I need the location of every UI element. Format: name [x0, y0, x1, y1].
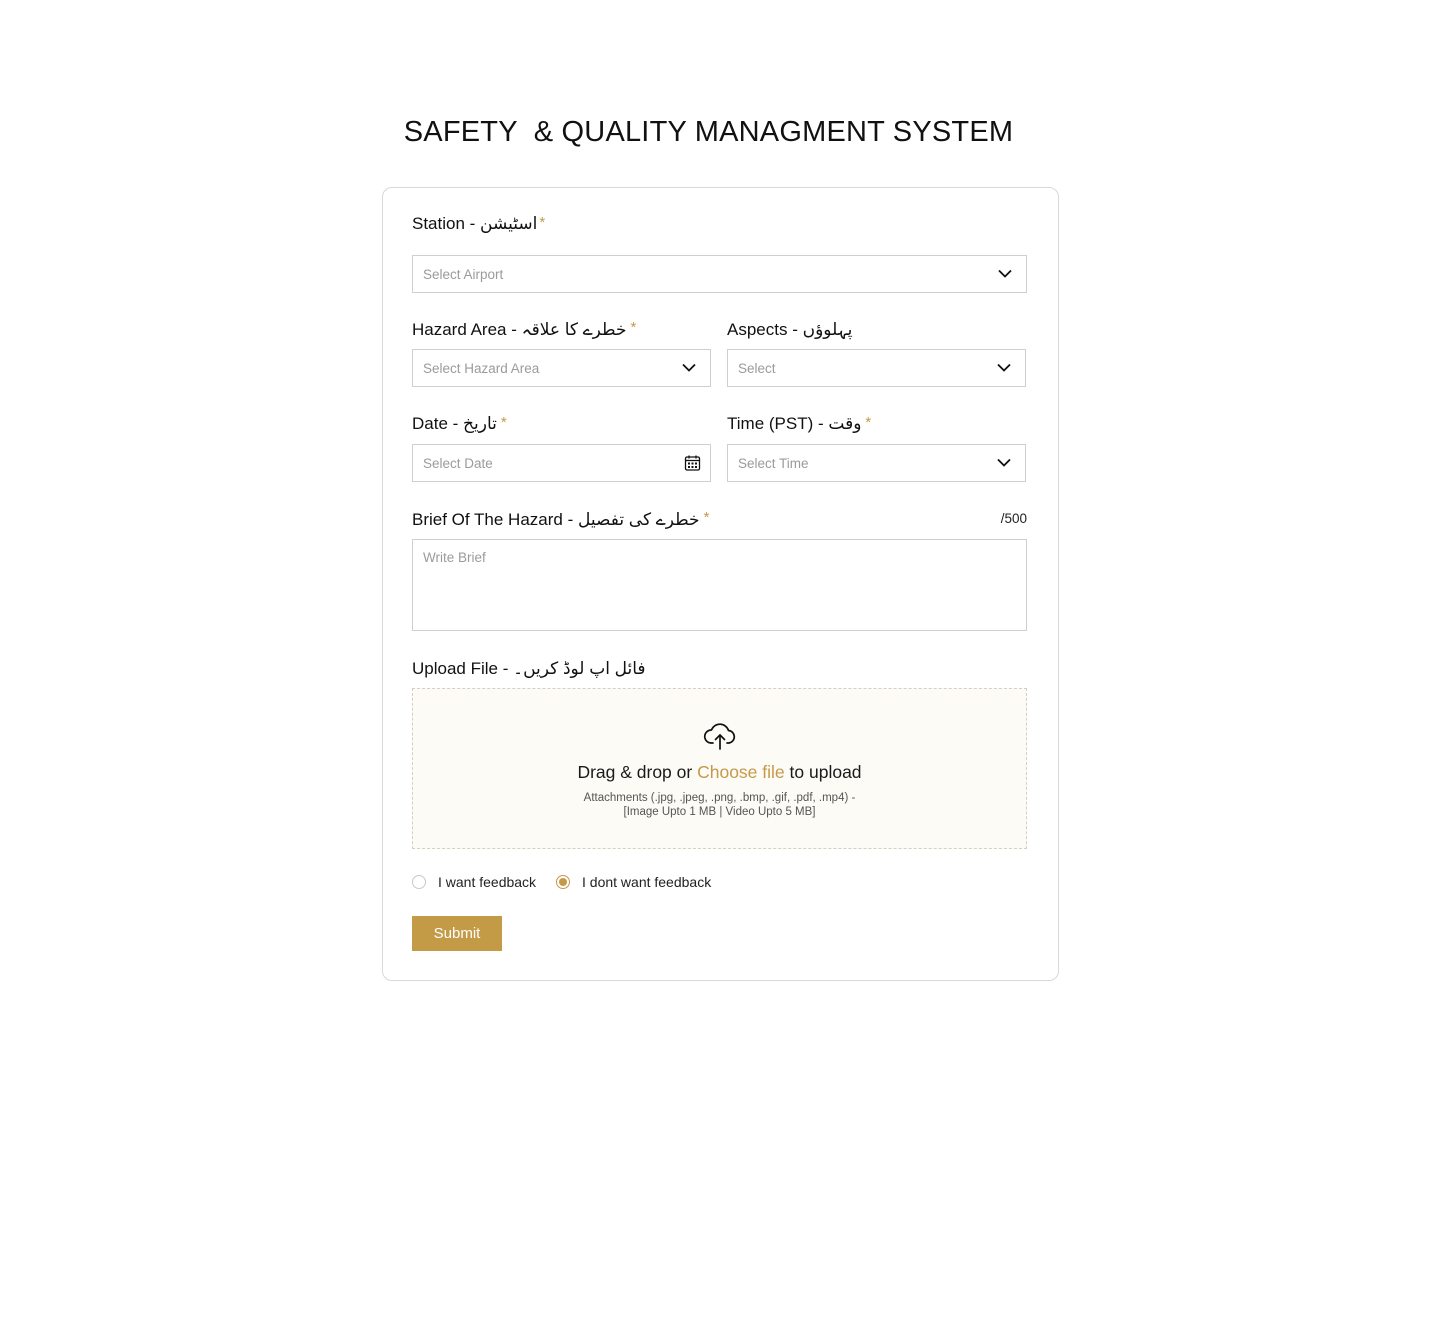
hazard-report-form	[382, 187, 1059, 981]
attachment-hint	[413, 791, 1026, 819]
drag-drop-text: Drag & drop or	[577, 762, 693, 782]
feedback-option-label: I want feedback	[438, 874, 537, 890]
required-mark: *	[500, 414, 507, 431]
choose-file-link[interactable]: Choose file	[697, 762, 785, 782]
radio-dot	[559, 878, 567, 886]
station-label	[412, 214, 545, 234]
hazard-area-label	[412, 319, 636, 340]
page-title: SAFETY & QUALITY MANAGMENT SYSTEM	[403, 116, 1014, 148]
aspects-select[interactable]	[727, 349, 1026, 387]
required-mark: *	[865, 414, 872, 431]
time-label-text: Time (PST) - وقت	[727, 414, 862, 433]
station-label-text: Station - اسٹیشن	[412, 214, 538, 233]
time-placeholder: Select Time	[738, 455, 809, 471]
cloud-upload-icon	[703, 721, 737, 751]
brief-textarea[interactable]	[412, 539, 1027, 631]
time-label	[727, 414, 871, 434]
character-counter: /500	[1000, 511, 1027, 526]
brief-label-text: Brief Of The Hazard - خطرے کی تفصیل	[412, 510, 700, 529]
aspects-label: Aspects - پہلوؤں	[727, 320, 853, 339]
upload-label: Upload File - فائل اپ لوڈ کریں۔	[412, 659, 646, 678]
chevron-down-icon	[997, 364, 1011, 373]
chevron-down-icon	[997, 459, 1011, 468]
time-select[interactable]	[727, 444, 1026, 482]
attachment-types: Attachments (.jpg, .jpeg, .png, .bmp, .gif, .pdf, .mp4) -	[583, 792, 856, 804]
feedback-option-want[interactable]	[412, 874, 536, 890]
attachment-limits: [Image Upto 1 MB | Video Upto 5 MB]	[623, 806, 816, 818]
hazard-area-select[interactable]	[412, 349, 711, 387]
date-picker[interactable]	[412, 444, 711, 482]
submit-button[interactable]: Submit	[412, 916, 502, 951]
date-placeholder: Select Date	[423, 455, 493, 471]
feedback-option-label: I dont want feedback	[582, 874, 712, 890]
chevron-down-icon	[998, 270, 1012, 279]
required-mark: *	[539, 214, 546, 231]
date-label	[412, 414, 507, 434]
radio-button[interactable]	[412, 875, 426, 889]
calendar-icon[interactable]	[684, 455, 701, 472]
aspects-placeholder: Select	[738, 360, 776, 376]
dropzone-instructions	[413, 762, 1026, 783]
radio-button-selected[interactable]	[556, 875, 570, 889]
brief-placeholder: Write Brief	[423, 550, 486, 565]
required-mark: *	[630, 319, 637, 336]
feedback-option-dont-want[interactable]	[556, 874, 711, 890]
station-select[interactable]	[412, 255, 1027, 293]
hazard-area-placeholder: Select Hazard Area	[423, 360, 540, 376]
hazard-area-label-text: Hazard Area - خطرے کا علاقہ	[412, 320, 627, 339]
chevron-down-icon	[682, 364, 696, 373]
brief-label	[412, 509, 709, 530]
file-dropzone[interactable]	[412, 688, 1027, 849]
to-upload-text: to upload	[789, 762, 862, 782]
station-placeholder: Select Airport	[423, 266, 504, 282]
date-label-text: Date - تاریخ	[412, 414, 497, 433]
required-mark: *	[703, 509, 710, 526]
